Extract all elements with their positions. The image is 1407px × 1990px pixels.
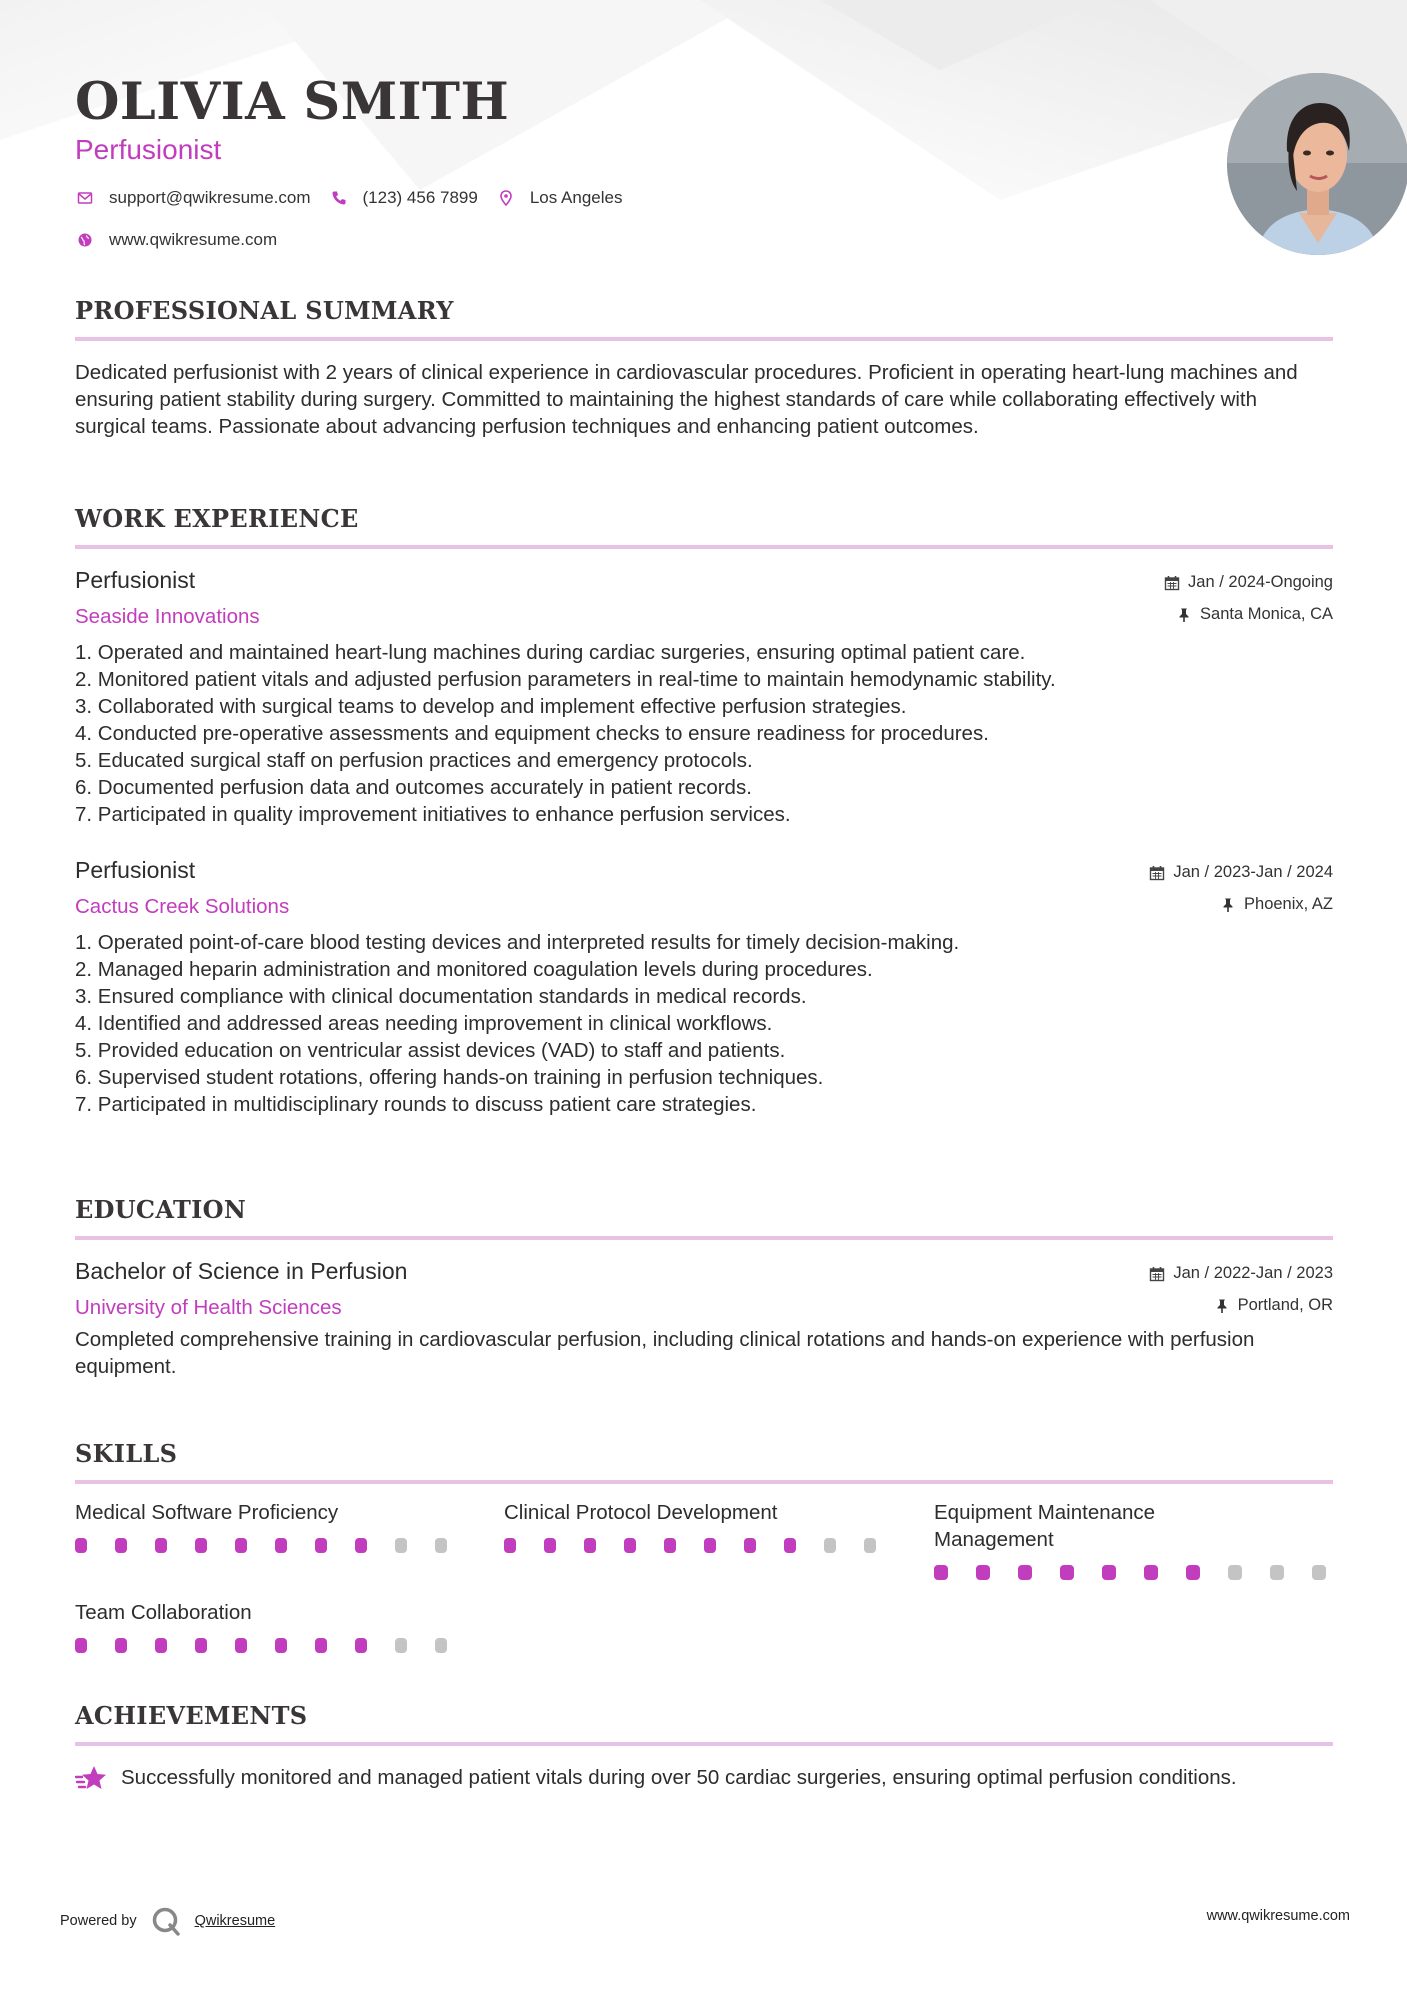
footer-website[interactable]: www.qwikresume.com xyxy=(1206,1908,1350,1924)
skill-name: Team Collaboration xyxy=(75,1601,252,1624)
job-duty: 7. Participated in quality improvement initiatives to enhance perfusion services. xyxy=(75,803,791,826)
star-icon xyxy=(75,1764,107,1794)
skill-dot-filled xyxy=(934,1565,948,1580)
skill-rating xyxy=(75,1538,475,1553)
job-duty: 7. Participated in multidisciplinary rounds to discuss patient care strategies. xyxy=(75,1093,757,1116)
skill-dot-empty xyxy=(864,1538,876,1553)
skill-name: Medical Software Proficiency xyxy=(75,1501,339,1524)
skill-dot-empty xyxy=(435,1638,447,1653)
job-location-text: Santa Monica, CA xyxy=(1200,605,1333,623)
contact-row-primary xyxy=(75,188,640,208)
achievements-section xyxy=(75,1701,1333,1794)
skill-item xyxy=(75,1499,475,1553)
achievements-heading: ACHIEVEMENTS xyxy=(75,1701,308,1730)
job-duty: 4. Conducted pre-operative assessments and equipment checks to ensure readiness for procedures. xyxy=(75,722,989,745)
email-text: support@qwikresume.com xyxy=(109,188,311,207)
skill-dot-empty xyxy=(1228,1565,1242,1580)
job-title: Perfusionist xyxy=(75,567,196,593)
summary-text: Dedicated perfusionist with 2 years of clinical experience in cardiovascular procedures. Proficient in operating heart-lung machines and ensuring patient stability during surgery. Committed to maintaining the highest standards of care while collaborating effectively with surgical teams. Passionate about advancing perfusion techniques and enhancing patient outcomes. xyxy=(75,361,1298,438)
candidate-role: Perfusionist xyxy=(75,134,222,165)
summary-heading: PROFESSIONAL SUMMARY xyxy=(75,296,454,325)
education-location-text: Portland, OR xyxy=(1237,1296,1333,1314)
envelope-icon xyxy=(75,188,95,208)
skill-dot-filled xyxy=(155,1538,167,1553)
job-date-text: Jan / 2023-Jan / 2024 xyxy=(1173,863,1333,881)
skills-section xyxy=(75,1439,1333,1659)
website-text: www.qwikresume.com xyxy=(109,230,278,249)
skill-rating xyxy=(934,1565,1354,1580)
pushpin-icon xyxy=(1214,1298,1230,1314)
skill-dot-filled xyxy=(235,1538,247,1553)
qwikresume-logo-icon xyxy=(151,1906,181,1936)
job-company: Seaside Innovations xyxy=(75,605,260,628)
skill-dot-empty xyxy=(1270,1565,1284,1580)
globe-icon xyxy=(75,230,95,250)
job-company: Cactus Creek Solutions xyxy=(75,895,290,918)
skill-dot-filled xyxy=(195,1638,207,1653)
job-duty: 3. Collaborated with surgical teams to develop and implement effective perfusion strategies. xyxy=(75,695,907,718)
job-location xyxy=(1176,605,1333,624)
skill-dot-filled xyxy=(584,1538,596,1553)
skill-dot-filled xyxy=(1144,1565,1158,1580)
skill-dot-filled xyxy=(115,1638,127,1653)
calendar-icon xyxy=(1149,1266,1165,1282)
job-title: Perfusionist xyxy=(75,857,196,883)
candidate-name: OLIVIA SMITH xyxy=(75,72,510,132)
job-duty: 1. Operated point-of-care blood testing devices and interpreted results for timely decision-making. xyxy=(75,931,960,954)
education-date-text: Jan / 2022-Jan / 2023 xyxy=(1173,1264,1333,1282)
job-location-text: Phoenix, AZ xyxy=(1244,895,1333,913)
section-divider xyxy=(75,1742,1333,1746)
skill-dot-filled xyxy=(115,1538,127,1553)
section-divider xyxy=(75,1236,1333,1240)
skill-dot-empty xyxy=(1312,1565,1326,1580)
education-location xyxy=(1214,1296,1333,1315)
education-description: Completed comprehensive training in cardiovascular perfusion, including clinical rotations and hands-on experience with perfusion equipment. xyxy=(75,1328,1255,1378)
contact-location xyxy=(496,188,623,208)
job-duty: 6. Supervised student rotations, offering hands-on training in perfusion techniques. xyxy=(75,1066,824,1089)
contact-phone[interactable] xyxy=(329,188,478,208)
skills-heading: SKILLS xyxy=(75,1439,178,1468)
skill-dot-filled xyxy=(744,1538,756,1553)
job-date xyxy=(1149,863,1333,882)
skill-dot-filled xyxy=(664,1538,676,1553)
section-divider xyxy=(75,1480,1333,1484)
location-text: Los Angeles xyxy=(529,188,623,207)
education-date xyxy=(1149,1264,1333,1283)
qwikresume-link[interactable]: Qwikresume xyxy=(194,1913,276,1929)
skill-dot-filled xyxy=(544,1538,556,1553)
map-pin-icon xyxy=(496,188,516,208)
skill-item xyxy=(934,1499,1354,1580)
skill-dot-filled xyxy=(1102,1565,1116,1580)
achievement-item xyxy=(75,1764,1333,1794)
experience-heading: WORK EXPERIENCE xyxy=(75,504,359,533)
skill-dot-filled xyxy=(315,1638,327,1653)
job-duty: 1. Operated and maintained heart-lung machines during cardiac surgeries, ensuring optimal patient care. xyxy=(75,641,1026,664)
school-name: University of Health Sciences xyxy=(75,1296,342,1319)
calendar-icon xyxy=(1149,865,1165,881)
job-duty: 5. Educated surgical staff on perfusion practices and emergency protocols. xyxy=(75,749,753,772)
skill-dot-filled xyxy=(315,1538,327,1553)
skill-dot-filled xyxy=(235,1638,247,1653)
skill-rating xyxy=(504,1538,904,1553)
skill-dot-empty xyxy=(824,1538,836,1553)
job-date xyxy=(1164,573,1333,592)
job-duty: 2. Monitored patient vitals and adjusted perfusion parameters in real-time to maintain hemodynamic stability. xyxy=(75,668,1056,691)
job-date-text: Jan / 2024-Ongoing xyxy=(1188,573,1333,591)
education-heading: EDUCATION xyxy=(75,1195,247,1224)
powered-by-label: Powered by xyxy=(60,1913,137,1929)
skill-dot-filled xyxy=(355,1538,367,1553)
skill-dot-filled xyxy=(355,1638,367,1653)
contact-email[interactable] xyxy=(75,188,311,208)
skill-item xyxy=(75,1599,475,1653)
skill-dot-filled xyxy=(75,1538,87,1553)
phone-text: (123) 456 7899 xyxy=(362,188,478,207)
pushpin-icon xyxy=(1220,897,1236,913)
skill-dot-empty xyxy=(435,1538,447,1553)
achievement-text: Successfully monitored and managed patient vitals during over 50 cardiac surgeries, ensuring optimal perfusion conditions. xyxy=(121,1766,1237,1789)
skill-dot-filled xyxy=(195,1538,207,1553)
job-duties xyxy=(75,639,1333,828)
powered-by xyxy=(60,1906,275,1936)
profile-photo xyxy=(1227,73,1407,255)
job-duty: 5. Provided education on ventricular assist devices (VAD) to staff and patients. xyxy=(75,1039,786,1062)
job-duty: 6. Documented perfusion data and outcomes accurately in patient records. xyxy=(75,776,752,799)
skill-dot-filled xyxy=(784,1538,796,1553)
contact-website[interactable] xyxy=(75,230,277,250)
skill-dot-filled xyxy=(1018,1565,1032,1580)
skill-dot-filled xyxy=(275,1538,287,1553)
skill-dot-filled xyxy=(504,1538,516,1553)
skill-dot-filled xyxy=(275,1638,287,1653)
experience-section xyxy=(75,504,1333,1118)
phone-icon xyxy=(329,188,349,208)
degree-title: Bachelor of Science in Perfusion xyxy=(75,1258,408,1284)
skill-item xyxy=(504,1499,904,1553)
calendar-icon xyxy=(1164,575,1180,591)
skill-dot-filled xyxy=(976,1565,990,1580)
skill-name: Clinical Protocol Development xyxy=(504,1501,778,1524)
pushpin-icon xyxy=(1176,607,1192,623)
job-duty: 3. Ensured compliance with clinical documentation standards in medical records. xyxy=(75,985,807,1008)
skill-dot-filled xyxy=(1186,1565,1200,1580)
skill-rating xyxy=(75,1638,475,1653)
job-entry xyxy=(75,567,1333,828)
education-entry xyxy=(75,1258,1333,1380)
skill-name: Equipment Maintenance Management xyxy=(934,1501,1156,1551)
section-divider xyxy=(75,545,1333,549)
job-entry xyxy=(75,857,1333,1118)
skill-dot-empty xyxy=(395,1538,407,1553)
footer xyxy=(60,1900,1350,1930)
job-duty: 4. Identified and addressed areas needing improvement in clinical workflows. xyxy=(75,1012,773,1035)
contact-row-secondary xyxy=(75,230,295,250)
summary-section xyxy=(75,296,1333,440)
skill-dot-filled xyxy=(704,1538,716,1553)
skill-dot-filled xyxy=(1060,1565,1074,1580)
skill-dot-filled xyxy=(75,1638,87,1653)
education-section xyxy=(75,1195,1333,1380)
job-duties xyxy=(75,929,1333,1118)
skill-dot-empty xyxy=(395,1638,407,1653)
job-duty: 2. Managed heparin administration and monitored coagulation levels during procedures. xyxy=(75,958,873,981)
skill-dot-filled xyxy=(624,1538,636,1553)
skill-dot-filled xyxy=(155,1638,167,1653)
section-divider xyxy=(75,337,1333,341)
job-location xyxy=(1220,895,1333,914)
